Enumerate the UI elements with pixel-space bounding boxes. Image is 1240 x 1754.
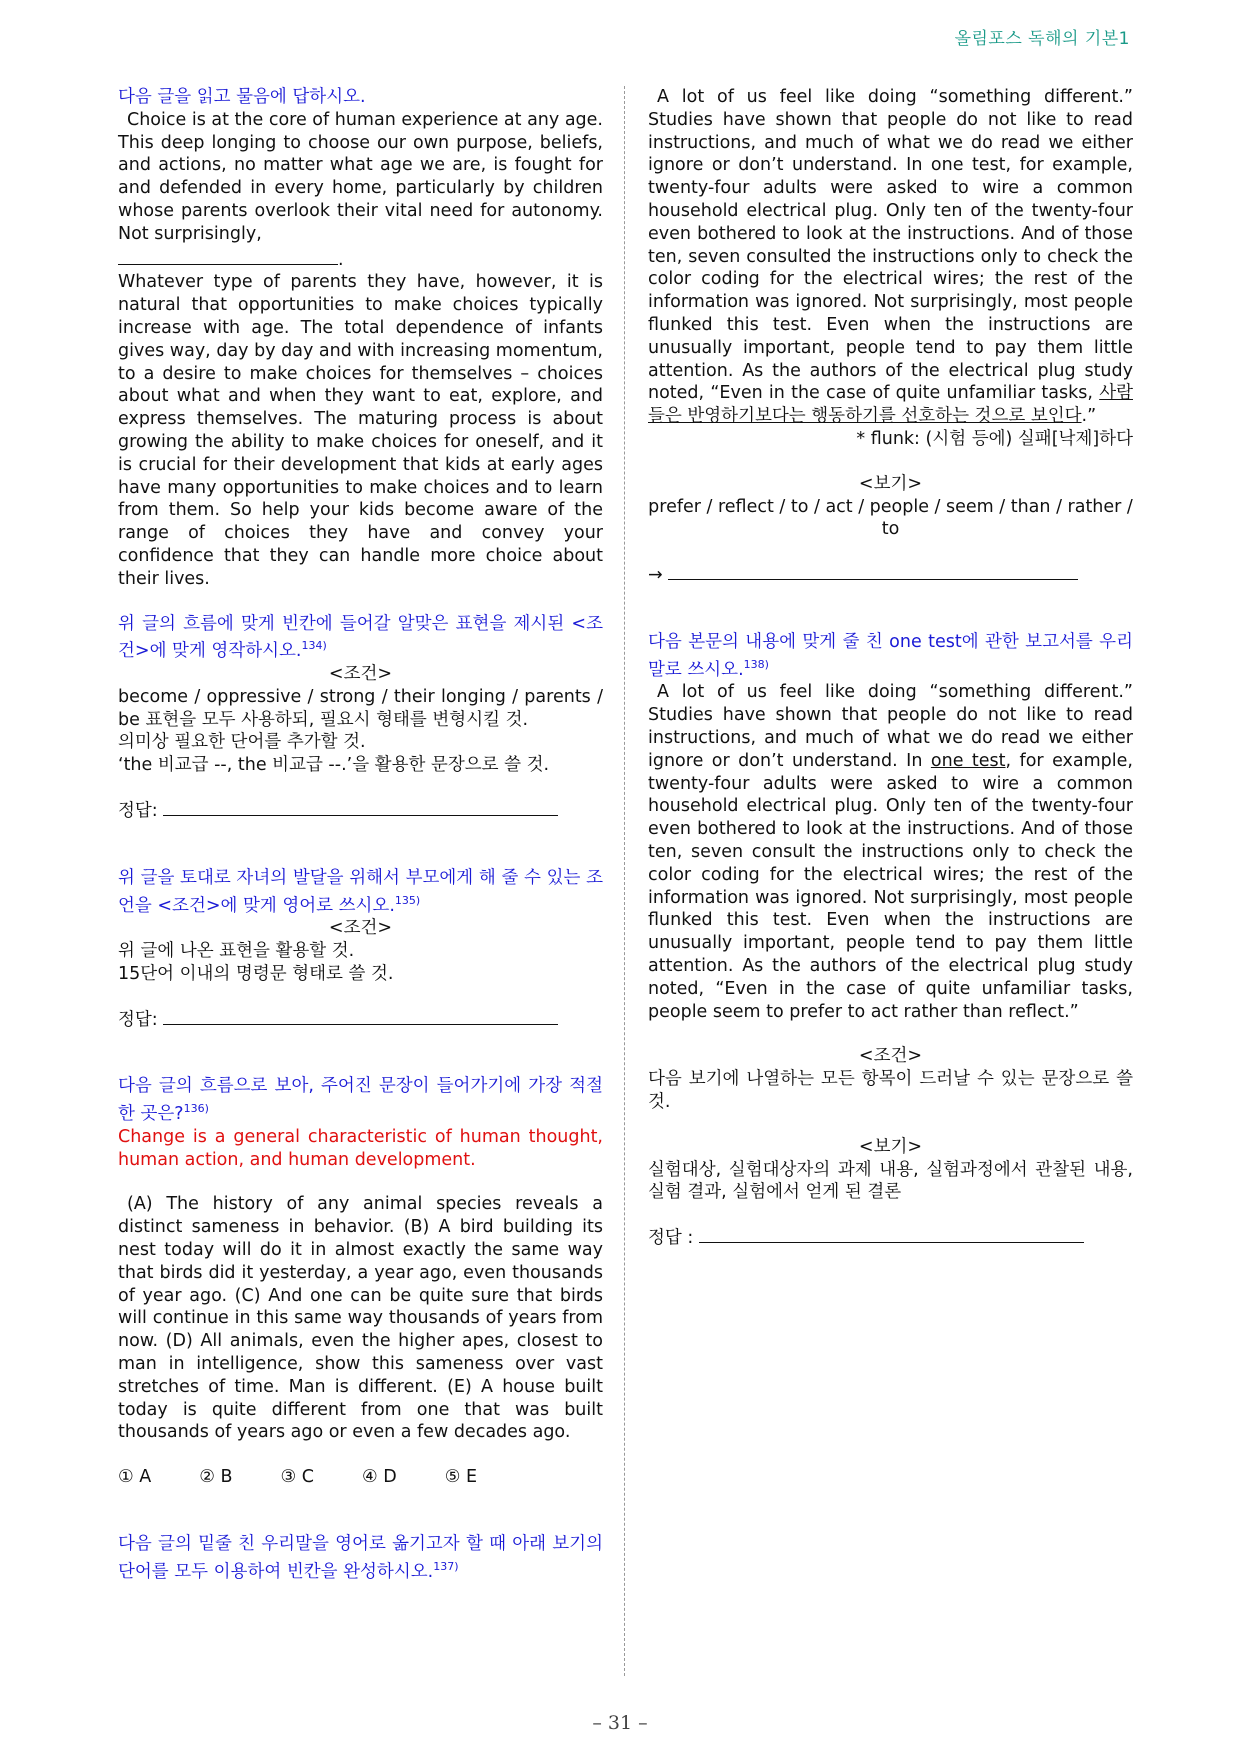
choice-c[interactable]: ③ C bbox=[280, 1467, 314, 1488]
choice-a[interactable]: ① A bbox=[118, 1467, 152, 1488]
footnote-ref-137: 137) bbox=[433, 1559, 459, 1573]
footnote-ref-136: 136) bbox=[183, 1102, 209, 1116]
q138-answer-row bbox=[648, 1226, 1133, 1250]
q135-condition-line: 위 글에 나온 표현을 활용할 것. bbox=[118, 940, 355, 961]
passage-choice: Choice is at the core of human experience at any age. This deep longing to choose our own purpose, beliefs, and actions, no matter what age we are, is fought for and defended in every home, particularly by children whose parents overlook their vital need for autonomy. Not surprisingly, . bbox=[118, 109, 603, 270]
passage-blank bbox=[118, 246, 338, 265]
footnote-ref-134: 134) bbox=[301, 639, 327, 653]
q135-answer-line[interactable] bbox=[163, 1008, 558, 1025]
answer-label: 정답: bbox=[118, 1009, 158, 1030]
page-header-title: 올림포스 독해의 기본1 bbox=[954, 29, 1130, 49]
q138-passage: A lot of us feel like doing “something different.” Studies have shown that people do not like to read instructions, and much of what we do read we either ignore or don’t understand. In one test, for example, twenty-four adults were asked to wire a common household electrical plug. Only ten of the twenty-four even bothered to look at the instructions. And of those ten, seven consult the instructions only to check the color coding for the electrical wires; the rest of the information was ignored. Not surprisingly, most people flunked this test. Even when the instructions are unusually important, people tend to pay them little attention. As the authors of the electrical plug study noted, “Even in the case of quite unfamiliar tasks, people seem to prefer to act rather than reflect.” bbox=[648, 682, 1133, 1022]
q137-passage: A lot of us feel like doing “something different.” Studies have shown that people do not like to read instructions, and much of what we do read we either ignore or don’t understand. In one test, for example, twenty-four adults were asked to wire a common household electrical plug. Only ten of the twenty-four even bothered to look at the instructions. And of those ten, seven consulted the instructions only to check the color coding for the electrical wires; the rest of the information was ignored. Not surprisingly, most people flunked this test. Even when the instructions are unusually important, people tend to pay them little attention. As the authors of the electrical plug study noted, “Even in the case of quite unfamiliar tasks, 사람들은 반영하기보다는 행동하기를 선호하는 것으로 보인다.” bbox=[648, 87, 1133, 427]
answer-label: 정답 : bbox=[648, 1228, 694, 1249]
question-138-prompt: 다음 본문의 내용에 맞게 줄 친 one test에 관한 보고서를 우리말로 쓰시오.$^{138)}$ bbox=[648, 631, 1133, 680]
intro-instruction: 다음 글을 읽고 물음에 답하시오. bbox=[118, 87, 366, 107]
choice-d[interactable]: ④ D bbox=[361, 1467, 397, 1488]
footnote-ref-138: 138) bbox=[743, 657, 769, 671]
q138-condition-text: 다음 보기에 나열하는 모든 항목이 드러날 수 있는 문장으로 쓸 것. bbox=[648, 1069, 1133, 1112]
q134-answer-row bbox=[118, 799, 603, 823]
answer-label: 정답: bbox=[118, 800, 158, 821]
q136-choices bbox=[118, 1466, 603, 1489]
q138-condition-title: <조건> bbox=[858, 1046, 923, 1067]
question-136-prompt: 다음 글의 흐름으로 보아, 주어진 문장이 들어가기에 가장 적절한 곳은?$^{136)}$ bbox=[118, 1076, 603, 1124]
q134-condition-line: ‘the 비교급 --, the 비교급 --.’을 활용한 문장으로 쓸 것. bbox=[118, 755, 550, 776]
q138-underlined-one-test: one test bbox=[930, 750, 1006, 771]
q135-answer-row bbox=[118, 1008, 603, 1032]
q134-answer-line[interactable] bbox=[163, 799, 558, 816]
choice-b[interactable]: ② B bbox=[199, 1467, 233, 1488]
q135-condition-line: 15단어 이내의 명령문 형태로 쓸 것. bbox=[118, 963, 394, 984]
q137-answer-line[interactable] bbox=[668, 563, 1078, 580]
question-135-prompt: 위 글을 토대로 자녀의 발달을 위해서 부모에게 해 줄 수 있는 조언을 <조건>에 맞게 영어로 쓰시오.$^{135)}$ bbox=[118, 867, 603, 916]
q137-bogi-words: prefer / reflect / to / act / people / seem / than / rather / to bbox=[648, 496, 1133, 540]
q137-underlined-korean: 사람들은 반영하기보다는 행동하기를 선호하는 것으로 보인다 bbox=[648, 383, 1133, 427]
q136-passage: (A) The history of any animal species reveals a distinct sameness in behavior. (B) A bird building its nest today will do it in almost exactly the same way that birds did it yesterday, a year ago, even thousands of year ago. (C) And one can be quite sure that birds will continue in this same way thousands of years from now. (D) All animals, even the higher apes, closest to man in intelligence, show this sameness over vast stretches of time. Man is different. (E) A house built today is quite different from one that was built thousands of years ago or even a few decades ago. bbox=[118, 1194, 603, 1443]
passage-choice-text-a: Choice is at the core of human experience at any age. This deep longing to choose our own purpose, beliefs, and actions, no matter what age we are, is fought for and defended in every home, particularly by children whose parents overlook their vital need for autonomy. Not surprisingly, bbox=[118, 109, 603, 244]
choice-e[interactable]: ⑤ E bbox=[444, 1467, 478, 1488]
q134-condition-title: <조건> bbox=[328, 663, 393, 684]
page-number: – 31 – bbox=[592, 1712, 648, 1734]
q136-given-sentence: Change is a general characteristic of human thought, human action, and human development. bbox=[118, 1126, 603, 1170]
left-column bbox=[118, 86, 603, 1583]
q134-condition-line: become / oppressive / strong / their longing / parents / be 표현을 모두 사용하되, 필요시 형태를 변형시킬 것. bbox=[118, 686, 603, 730]
question-137-prompt: 다음 글의 밑줄 친 우리말을 영어로 옮기고자 할 때 아래 보기의 단어를 모두 이용하여 빈칸을 완성하시오.$^{137)}$ bbox=[118, 1533, 603, 1582]
column-divider bbox=[624, 86, 625, 1676]
question-134-prompt: 위 글의 흐름에 맞게 빈칸에 들어갈 알맞은 표현을 제시된 <조건>에 맞게 영작하시오.$^{134)}$ bbox=[118, 613, 603, 662]
arrow-icon: → bbox=[648, 565, 663, 586]
passage-choice-continued: Whatever type of parents they have, however, it is natural that opportunities to make choices typically increase with age. The total dependence of infants gives way, day by day and with increasing momentum, to a desire to make choices for themselves – choices about what and when they want to eat, explore, and express themselves. The maturing process is about growing the ability to make choices for oneself, and it is crucial for their development that kids at early ages have many opportunities to make choices and to learn from them. So help your kids become aware of the range of choices they have and convey your confidence that they can handle more choice about their lives. bbox=[118, 272, 603, 589]
q137-answer-row bbox=[648, 563, 1133, 587]
q138-answer-line[interactable] bbox=[699, 1226, 1084, 1243]
footnote-ref-135: 135) bbox=[394, 893, 421, 907]
q138-bogi-text: 실험대상, 실험대상자의 과제 내용, 실험과정에서 관찰된 내용, 실험 결과, 실험에서 얻게 된 결론 bbox=[648, 1159, 1133, 1203]
q137-bogi-title: <보기> bbox=[858, 473, 923, 494]
q134-condition-line: 의미상 필요한 단어를 추가할 것. bbox=[118, 732, 366, 753]
right-column bbox=[648, 86, 1133, 1250]
footnote-flunk: * flunk: (시험 등에) 실패[낙제]하다 bbox=[856, 428, 1133, 449]
q138-bogi-title: <보기> bbox=[858, 1136, 923, 1157]
q135-condition-title: <조건> bbox=[328, 918, 393, 939]
